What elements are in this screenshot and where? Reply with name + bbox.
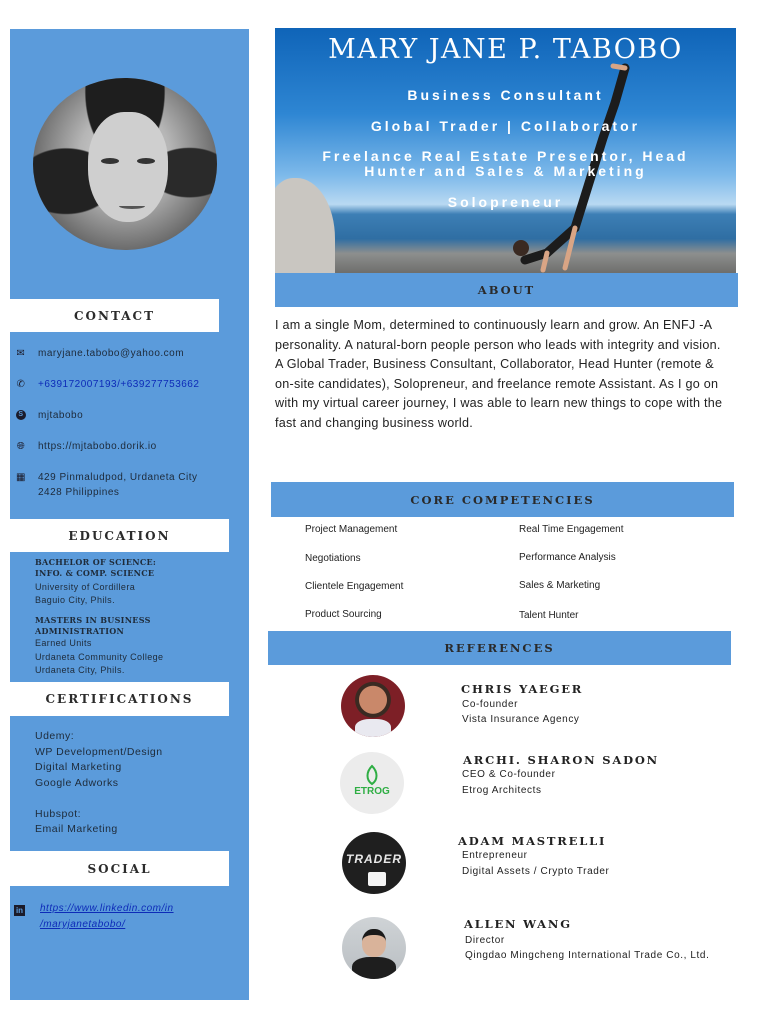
reference-company: Digital Assets / Crypto Trader xyxy=(462,866,610,877)
competency-item: Negotiations xyxy=(305,553,361,564)
trader-logo-text: TRADER xyxy=(346,852,402,866)
etrog-logo-text: ETROG xyxy=(354,786,390,797)
header-banner xyxy=(275,28,736,273)
role-1: Business Consultant xyxy=(407,87,604,103)
cert-item: Digital Marketing xyxy=(35,761,122,773)
reference-title: Entrepreneur xyxy=(462,850,528,861)
reference-title: Co-founder xyxy=(462,699,519,710)
reference-name: ARCHI. SHARON SADON xyxy=(463,753,659,767)
education-note-2: Earned Units xyxy=(35,638,92,648)
reference-company: Etrog Architects xyxy=(462,785,542,796)
globe-icon: 🌐︎ xyxy=(16,440,26,452)
reference-company: Qingdao Mingcheng International Trade Co., Ltd. xyxy=(465,950,710,961)
reference-name: ADAM MASTRELLI xyxy=(458,834,607,848)
reference-name: CHRIS YAEGER xyxy=(461,682,584,696)
skype-icon: S xyxy=(14,408,28,422)
education-location-1: Baguio City, Phils. xyxy=(35,595,115,605)
contact-email-row xyxy=(14,346,184,361)
contact-address-line1: 429 Pinmaludpod, Urdaneta City xyxy=(38,472,198,483)
certifications-heading: CERTIFICATIONS xyxy=(10,682,229,716)
profile-photo xyxy=(33,78,217,250)
references-heading: REFERENCES xyxy=(268,631,731,665)
reference-title: Director xyxy=(465,935,505,946)
contact-skype[interactable]: mjtabobo xyxy=(38,410,84,421)
education-location-2: Urdaneta City, Phils. xyxy=(35,665,125,675)
about-text: I am a single Mom, determined to continuously learn and grow. An ENFJ -A personality. A natural-born people person who leads with integrity and vision. A Global Trader, Business Consultant, Collaborator, Head Hunter (remote & on-site candidates), Solopreneur, and freelance remote Assistant. As I go on with my virtual career journey, I was able to learn new things to cope with the fast and changing business world. xyxy=(275,318,723,430)
education-school-2: Urdaneta Community College xyxy=(35,652,164,662)
role-3-cont: Hunter and Sales & Marketing xyxy=(364,163,647,179)
contact-website-row xyxy=(14,439,157,454)
contact-phone[interactable]: +639172007193/+639277753662 xyxy=(38,379,200,390)
cert-provider-udemy: Udemy: xyxy=(35,730,75,742)
cert-provider-hubspot: Hubspot: xyxy=(35,808,82,820)
role-3: Freelance Real Estate Presentor, Head xyxy=(322,148,689,164)
social-heading: SOCIAL xyxy=(10,851,229,886)
competency-item: Sales & Marketing xyxy=(519,580,601,591)
role-4: Solopreneur xyxy=(447,194,564,210)
reference-avatar xyxy=(341,675,405,737)
education-degree-1: BACHELOR OF SCIENCE: INFO. & COMP. SCIENCE xyxy=(35,557,157,578)
competency-item: Clientele Engagement xyxy=(305,581,404,592)
competency-item: Project Management xyxy=(305,524,398,535)
education-degree-2: MASTERS IN BUSINESS ADMINISTRATION xyxy=(35,615,151,636)
cert-item: Google Adworks xyxy=(35,777,119,789)
reference-logo-trader xyxy=(342,832,406,894)
email-icon: ✉ xyxy=(16,347,26,359)
education-school-1: University of Cordillera xyxy=(35,582,136,592)
reference-title: CEO & Co-founder xyxy=(462,769,556,780)
contact-address-row xyxy=(14,470,198,500)
cert-item: Email Marketing xyxy=(35,823,118,835)
competency-item: Real Time Engagement xyxy=(519,524,624,535)
contact-phone-row xyxy=(14,377,199,392)
competency-item: Talent Hunter xyxy=(519,610,579,621)
contact-email[interactable]: maryjane.tabobo@yahoo.com xyxy=(38,348,185,359)
linkedin-link[interactable]: https://www.linkedin.com/in /maryjanetabobo/ xyxy=(40,903,174,930)
building-icon: ▦ xyxy=(16,471,26,483)
contact-heading: CONTACT xyxy=(10,299,219,332)
full-name: MARY JANE P. TABOBO xyxy=(328,34,683,65)
role-2: Global Trader | Collaborator xyxy=(370,118,641,134)
linkedin-icon: in xyxy=(15,906,24,915)
about-heading: ABOUT xyxy=(275,273,738,307)
reference-avatar xyxy=(342,917,406,979)
competencies-heading: CORE COMPETENCIES xyxy=(271,482,734,517)
competency-item: Product Sourcing xyxy=(305,609,382,620)
reference-logo-etrog xyxy=(340,752,404,814)
phone-icon: ✆ xyxy=(16,378,26,390)
competency-item: Performance Analysis xyxy=(519,552,616,563)
contact-website[interactable]: https://mjtabobo.dorik.io xyxy=(38,441,157,452)
contact-address-line2: 2428 Philippines xyxy=(38,487,120,498)
reference-name: ALLEN WANG xyxy=(464,917,572,931)
contact-skype-row xyxy=(14,408,83,423)
cert-item: WP Development/Design xyxy=(35,746,163,758)
reference-company: Vista Insurance Agency xyxy=(462,714,580,725)
education-heading: EDUCATION xyxy=(10,519,229,552)
